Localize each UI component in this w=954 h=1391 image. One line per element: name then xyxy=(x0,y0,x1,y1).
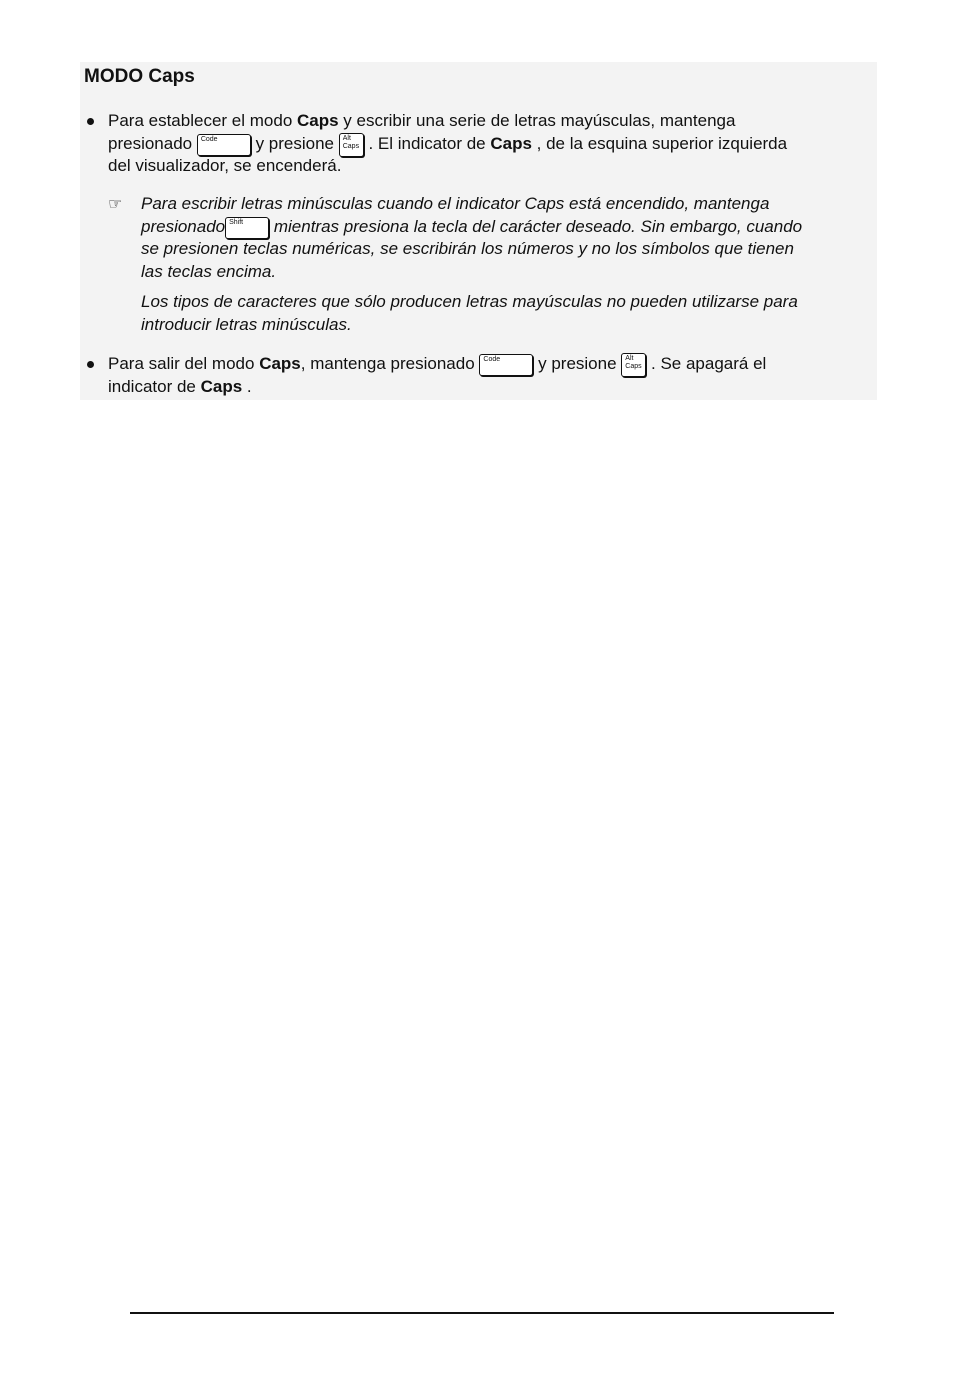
text-run: Para establecer el modo xyxy=(108,111,297,130)
pointing-hand-icon: ☞ xyxy=(108,194,123,213)
key-label: Code xyxy=(200,135,218,143)
alt-caps-key-icon xyxy=(339,133,364,157)
key-label: Alt Caps xyxy=(342,134,360,150)
text-run: mientras presiona la tecla del carácter deseado. Sin embargo, cuando xyxy=(269,216,803,236)
caps-term: Caps xyxy=(200,376,243,396)
key-label: Code xyxy=(483,356,501,363)
bullet-text xyxy=(108,353,888,398)
bullet-icon xyxy=(87,118,94,125)
caps-term: Caps xyxy=(297,111,339,130)
code-key-icon xyxy=(479,354,533,376)
shift-key-icon xyxy=(225,217,269,239)
text-run: . El indicator de xyxy=(363,133,491,153)
text-run: Para salir del modo xyxy=(108,354,260,373)
text-line: se presionen teclas numéricas, se escribirán los números y no los símbolos que tienen xyxy=(141,239,794,258)
note-paragraph xyxy=(141,193,886,283)
text-run: y presione xyxy=(533,354,622,373)
text-line xyxy=(108,376,888,399)
alt-caps-key-icon xyxy=(621,353,646,377)
text-run: presionado xyxy=(141,216,226,236)
text-run: , mantenga presionado xyxy=(300,354,480,373)
footer-rule xyxy=(130,1312,834,1314)
key-label: Shift xyxy=(229,218,244,226)
text-line: las teclas encima. xyxy=(141,261,277,281)
text-run: presionado xyxy=(108,133,197,153)
text-run: y presione xyxy=(250,133,339,153)
key-label: Alt Caps xyxy=(625,355,642,370)
text-run: indicator de xyxy=(108,376,201,396)
text-line xyxy=(108,110,888,133)
text-line: del visualizador, se encenderá. xyxy=(108,156,342,175)
bullet-icon xyxy=(87,361,94,368)
text-run: , de la esquina superior izquierda xyxy=(531,133,788,153)
note-paragraph xyxy=(141,291,886,336)
section-title: MODO Caps xyxy=(84,66,195,87)
text-run: . Se apagará el xyxy=(646,354,767,373)
text-line xyxy=(108,353,888,376)
caps-term: Caps xyxy=(490,133,532,153)
text-line: Para escribir letras minúsculas cuando el indicator Caps está encendido, mantenga xyxy=(141,194,770,213)
text-run: y escribir una serie de letras mayúsculas, mantenga xyxy=(338,111,736,130)
text-line: Los tipos de caracteres que sólo producen letras mayúsculas no pueden utilizarse para xyxy=(141,292,798,311)
text-line xyxy=(108,133,888,156)
caps-term: Caps xyxy=(259,354,301,373)
code-key-icon xyxy=(197,134,251,156)
text-run: . xyxy=(242,376,252,396)
text-line: introducir letras minúsculas. xyxy=(141,314,352,334)
note-text xyxy=(141,193,886,336)
text-line xyxy=(141,216,886,239)
bullet-text xyxy=(108,110,888,178)
